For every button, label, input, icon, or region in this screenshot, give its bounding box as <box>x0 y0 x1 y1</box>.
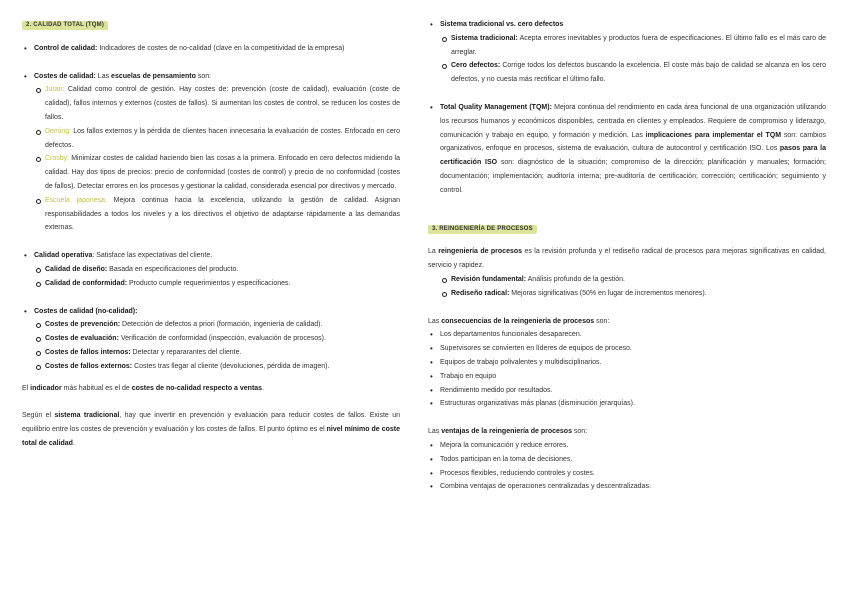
sub-item: Costes de evaluación: Verificación de conformidad (inspección, evaluación de procesos). <box>34 332 400 346</box>
school-juran: Juran: Calidad como control de gestión. Hay costes de: prevención (coste de calidad), evaluación (coste de calidad), fallos internos y externos (costes de fallos). Si aumentan los costes de control, se reducen los costes de fallos. <box>34 83 400 124</box>
list-item-calidad-operativa: • Calidad operativa: Satisface las expectativas del cliente. Calidad de diseño: Basada en especificaciones del producto. Calidad de conformidad: Producto cumple requerimientos y especificaciones. <box>22 249 400 290</box>
list-item: • Equipos de trabajo polivalentes y multidisciplinarios. <box>428 356 826 370</box>
list-item: • Trabajo en equipo <box>428 370 826 384</box>
left-column <box>22 18 400 451</box>
paragraph-indicador: El indicador más habitual es el de costes de no-calidad respecto a ventas. <box>22 384 265 392</box>
paragraph-ventajas: Las ventajas de la reingeniería de procesos son: <box>428 428 588 436</box>
sub-item: Revisión fundamental: Análisis profundo de la gestión. <box>440 273 826 287</box>
paragraph-reingenieria: La reingeniería de procesos es la revisión profunda y el rediseño radical de procesos para mejoras significativas en calidad, servicio y rapidez. <box>428 248 826 270</box>
sub-item: Sistema tradicional: Acepta errores inevitables y productos fuera de especificaciones. El último fallo es el más caro de arreglar. <box>440 32 826 60</box>
list-item-control: • Control de calidad: Indicadores de costes de no-calidad (clave en la competitividad de la empresa) <box>22 42 400 56</box>
list-item: • Mejora la comunicación y reduce errores. <box>428 439 826 453</box>
sub-item: Costes de prevención: Detección de defectos a priori (formación, ingeniería de calidad). <box>34 318 400 332</box>
sub-item: Costes de fallos externos: Costes tras llegar al cliente (devoluciones, pérdida de imagen). <box>34 360 400 374</box>
list-item: • Supervisores se convierten en líderes de equipos de proceso. <box>428 342 826 356</box>
list-item: • Los departamentos funcionales desaparecen. <box>428 328 826 342</box>
list-item-sistema-vs: • Sistema tradicional vs. cero defectos Sistema tradicional: Acepta errores inevitables y productos fuera de especificaciones. El último fallo es el más caro de arreglar. Cero defectos: Corrige todos los defectos buscando la excelencia. El coste más bajo de calidad se alcanza en los cero defectos, y no cuesta más rectificar el último fallo. <box>428 18 826 87</box>
school-deming: Deming: Los fallos externos y la pérdida de clientes hacen innecesaria la evaluación de costes. Enfocado en cero defectos. <box>34 125 400 153</box>
sub-item: Cero defectos: Corrige todos los defectos buscando la excelencia. El coste más bajo de calidad se alcanza en los cero defectos, y no cuesta más rectificar el último fallo. <box>440 59 826 87</box>
list-item: • Estructuras organizativas más planas (disminución jerarquías). <box>428 397 826 411</box>
list-item: • Rendimiento medido por resultados. <box>428 384 826 398</box>
paragraph-consecuencias: Las consecuencias de la reingeniería de procesos son: <box>428 317 610 325</box>
paragraph-sistema: Según el sistema tradicional, hay que invertir en prevención y evaluación para reducir costes de fallos. Existe un equilibrio entre los costes de prevención y evaluación y los costes de fallos. El punto óptimo es el nivel mínimo de coste total de calidad. <box>22 412 400 447</box>
school-crosby: Crosby: Minimizar costes de calidad haciendo bien las cosas a la primera. Enfocado en cero defectos midiendo la calidad. Hay dos tipos de precios: precio de conformidad (costes de control) y precio de no conformidad (costes de fallos). Detectar errores en los procesos y gestionar la calidad, considerada esencial por directivos y mercado. <box>34 152 400 193</box>
sub-item: Calidad de conformidad: Producto cumple requerimientos y especificaciones. <box>34 277 400 291</box>
list-item: • Procesos flexibles, reduciendo controles y costes. <box>428 467 826 481</box>
list-item-costes-calidad: • Costes de calidad: Las escuelas de pensamiento son: Juran: Calidad como control de gestión. Hay costes de: prevención (coste de calidad), evaluación (coste de calidad), fallos internos y externos (costes de fallos). Si aumentan los costes de control, se reducen los costes de fallos. Deming: Los fallos externos y la pérdida de clientes hacen innecesaria la evaluación de costes. Enfocado en cero defectos. Crosby: Minimizar costes de calidad haciendo bien las cosas a la primera. Enfocado en cero defectos midiendo la calidad. Hay dos tipos de precios: precio de conformidad (costes de control) y precio de no conformidad (costes de fallos). Detectar errores en los procesos y gestionar la calidad, considerada esencial por directivos y mercado. Escuela japonesa: Mejora continua hacia la excelencia, utilizando la gestión de calidad. Asignan responsabilidades a todos los niveles y a los directivos el objetivo de adaptarse rápidamente a las demandas externas. <box>22 70 400 236</box>
section-heading-tqm: 2. CALIDAD TOTAL (TQM) <box>22 18 400 32</box>
section-heading-reingenieria: 3. REINGENIERÍA DE PROCESOS <box>428 222 826 236</box>
list-item-no-calidad: • Costes de calidad (no-calidad): Costes de prevención: Detección de defectos a priori (formación, ingeniería de calidad). Costes de evaluación: Verificación de conformidad (inspección, evaluación de procesos). Costes de fallos internos: Detectar y repararantes del cliente. Costes de fallos externos: Costes tras llegar al cliente (devoluciones, pérdida de imagen). <box>22 305 400 374</box>
sub-item: Rediseño radical: Mejoras significativas (50% en lugar de incrementos menores). <box>440 287 826 301</box>
list-item-tqm: • Total Quality Management (TQM): Mejora continua del rendimiento en cada área funcional de una organización utilizando los recursos humanos y económicos disponibles, centrada en clientes y empleados. Requiere de compromiso y liderazgo, comunicación y trabajo en equipo, y formación y medición. Las implicaciones para implementar el TQM son: cambios organizativos, enfoque en procesos, sistema de evaluación, cultura de autocontrol y certificación ISO. Los pasos para la certificación ISO son: diagnóstico de la situación; compromiso de la dirección; planificación y manuales; formación; documentación; implementación; auditoría interna; pre-auditoría de certificación; corrección; certificación; seguimiento y control. <box>428 101 826 198</box>
sub-item: Costes de fallos internos: Detectar y repararantes del cliente. <box>34 346 400 360</box>
sub-item: Calidad de diseño: Basada en especificaciones del producto. <box>34 263 400 277</box>
school-japonesa: Escuela japonesa: Mejora continua hacia la excelencia, utilizando la gestión de calidad. Asignan responsabilidades a todos los niveles y a los directivos el objetivo de adaptarse rápidamente a las demandas externas. <box>34 194 400 235</box>
list-item: • Todos participan en la toma de decisiones. <box>428 453 826 467</box>
list-item: • Combina ventajas de operaciones centralizadas y descentralizadas. <box>428 480 826 494</box>
right-column <box>428 18 826 494</box>
